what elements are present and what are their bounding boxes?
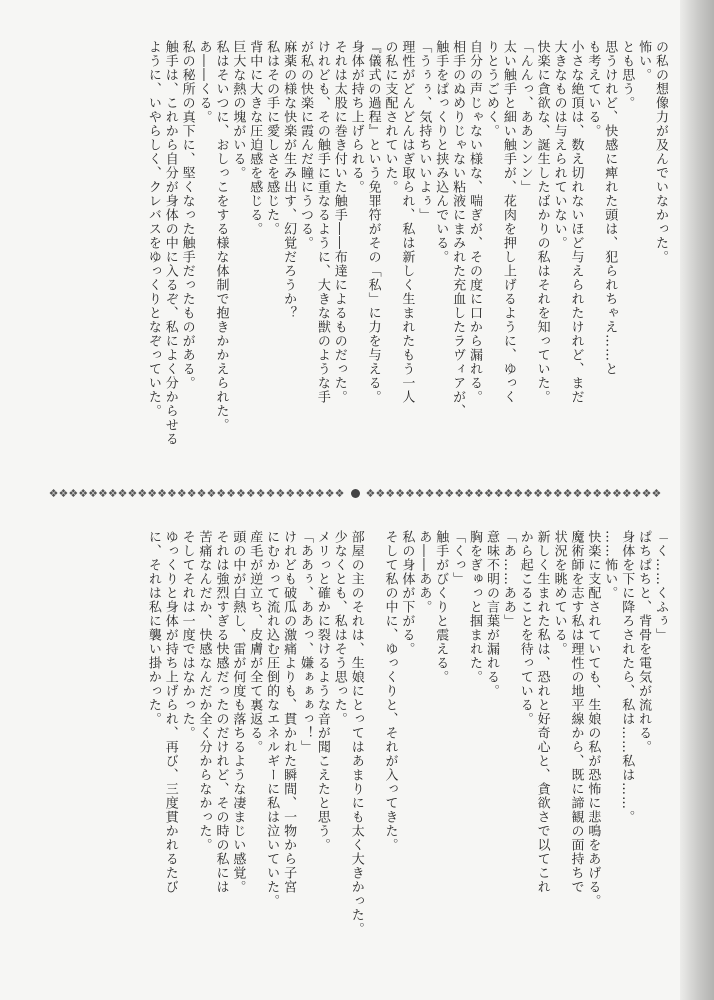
- text-line: 新しく生まれた私は、恐れと好奇心と、貪欲さで以てこれ: [534, 530, 550, 894]
- text-line: 快楽に支配されていても、生娘の私が恐怖に悲鳴をあげる。: [585, 530, 601, 908]
- text-line: 私の身体が下がる。: [399, 530, 415, 656]
- text-line: 私はその手に愛しさを感じた。: [264, 40, 280, 236]
- text-line: 『儀式の過程』という免罪符がその「私」に力を与える。: [365, 40, 381, 404]
- text-line: 触手をぱっくりと挟み込んでいる。: [433, 40, 449, 264]
- text-line: そしてそれは一度ではなかった。: [179, 530, 195, 740]
- text-line: 魔術師を志す私は理性の地平線から、既に諦観の面持ちで: [568, 530, 584, 894]
- text-line: 産毛が逆立ち、皮膚が全て裏返る。: [247, 530, 263, 754]
- text-line: 部屋の主のそれは、生娘にとってはあまりにも太く大きかった。: [348, 530, 364, 936]
- text-line: それは強烈すぎる快感だったのだけれど、その時の私には: [213, 530, 229, 894]
- text-line: 巨大な熱の塊がいる。: [230, 40, 246, 180]
- text-line: 自分の声じゃない様な、喘ぎが、その度に口から漏れる。: [467, 40, 483, 404]
- divider-ornament-right: ❖❖❖❖❖❖❖❖❖❖❖❖❖❖❖❖❖❖❖❖❖❖❖❖❖❖❖❖❖❖: [365, 486, 662, 500]
- text-line: の私の想像力が及んでいなかった。: [653, 40, 668, 264]
- text-line: 「く……くふぅ」: [653, 530, 668, 642]
- text-line: けれども、その触手に重なるように、大きな獣のような手: [314, 40, 330, 404]
- text-line: 太い触手と細い触手が、花肉を押し上げるように、ゆっく: [500, 40, 516, 404]
- text-line: ゆっくりと身体が持ち上げられ、再び、三度貫かれるたび: [162, 530, 178, 894]
- text-block-lower: [50, 530, 668, 960]
- text-line: 麻薬の様な快楽が生み出す、幻覚だろうか？: [281, 40, 297, 320]
- text-block-upper: [50, 40, 668, 470]
- text-line: 意味不明の言葉が漏れる。: [483, 530, 499, 698]
- text-line: 私の秘所の真下に、堅くなった触手だったものがある。: [179, 40, 195, 390]
- text-line: 身体を下に降ろされたら、私は……私は……。: [619, 530, 635, 824]
- text-line: 少なくとも、私はそう思った。: [331, 530, 347, 726]
- text-line: 「あ……ああ」: [500, 530, 516, 628]
- text-line: が私の快楽に霞んだ瞳にうつる。: [297, 40, 313, 250]
- text-line: ように、いやらしく、クレバスをゆっくりとなぞっていた。: [145, 40, 161, 418]
- text-line: 触手は、これから自分が身体の中に入るぞ、私によく分からせる: [162, 40, 178, 446]
- text-line: 「んんっ、ああンンン」: [517, 40, 533, 194]
- divider-ornament-left: ❖❖❖❖❖❖❖❖❖❖❖❖❖❖❖❖❖❖❖❖❖❖❖❖❖❖❖❖❖❖: [48, 486, 345, 500]
- text-line: に、それは私に襲い掛かった。: [145, 530, 161, 726]
- text-line: あ――ああ。: [416, 530, 432, 614]
- text-line: ぱちぱちと、背骨を電気が流れる。: [636, 530, 652, 754]
- text-line: 相手のぬめりじゃない粘液にまみれた充血したラヴィアが、: [450, 40, 466, 418]
- text-line: とも思う。: [619, 40, 635, 110]
- text-line: 「くっ」: [450, 530, 466, 586]
- text-line: 小さな絶頂は、数え切れないほど与えられたけれど、まだ: [568, 40, 584, 404]
- text-line: けれども破瓜の激痛よりも、貫かれた瞬間、一物から子宮: [281, 530, 297, 894]
- text-line: 背中に大きな圧迫感を感じる。: [247, 40, 263, 236]
- divider-center-dot: [351, 489, 360, 498]
- text-line: 胸をぎゅっと掴まれた。: [467, 530, 483, 684]
- text-line: りとうごめく。: [483, 40, 499, 138]
- text-line: の私に支配されていた。: [382, 40, 398, 194]
- text-line: 「うぅぅ、気持ちいいよぅ」: [416, 40, 432, 222]
- text-line: メリっと確かに裂けるような音が聞こえたと思う。: [314, 530, 330, 852]
- text-line: ……怖い。: [602, 530, 618, 600]
- text-line: [364, 530, 381, 960]
- text-line: も考えている。: [585, 40, 601, 138]
- page-gutter-shadow: [680, 0, 714, 1000]
- text-line: 状況を眺めている。: [551, 530, 567, 656]
- text-line: 快楽に貪欲な、誕生したばかりの私はそれを知っていた。: [534, 40, 550, 404]
- text-line: 怖い。: [636, 40, 652, 82]
- text-line: から起こることを待っている。: [517, 530, 533, 726]
- text-line: 身体が持ち上げられる。: [348, 40, 364, 194]
- text-line: 大きなものは与えられていない。: [551, 40, 567, 250]
- text-line: 理性がどんどんはぎ取られ、私は新しく生まれたもう一人: [399, 40, 415, 404]
- text-line: 「ああぅ、ああっ、嫌ぁぁぁっ！」: [297, 530, 313, 754]
- text-line: にむかって流れ込む圧倒的なエネルギーに私は泣いていた。: [264, 530, 280, 908]
- text-line: 思うけれど、快感に痺れた頭は、犯られちゃえ……と: [602, 40, 618, 376]
- text-line: 苦痛なんだか、快感なんだか全く分からなかった。: [196, 530, 212, 852]
- text-line: 私はそいつに、おしっこをする様な体制で抱きかかえられた。: [213, 40, 229, 432]
- text-line: あ――くる。: [196, 40, 212, 124]
- section-divider: [44, 484, 666, 502]
- text-line: そして私の中に、ゆっくりと、それが入ってきた。: [382, 530, 398, 852]
- text-line: 触手がびくりと震える。: [433, 530, 449, 684]
- text-line: 頭の中が白熱し、雷が何度も落ちるような凄まじい感覚。: [230, 530, 246, 894]
- text-line: それは太股に巻き付いた触手――布達によるものだった。: [331, 40, 347, 404]
